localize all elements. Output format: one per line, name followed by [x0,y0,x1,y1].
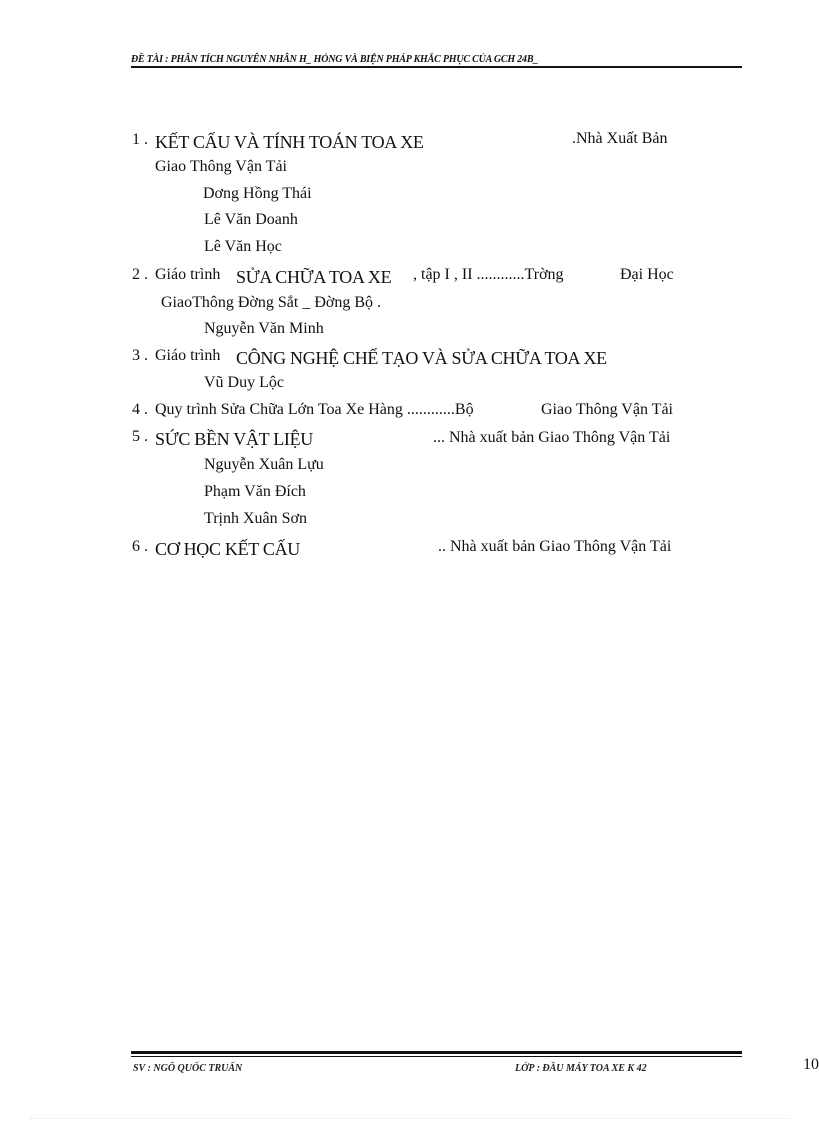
ref-2-publisher-cont: GiaoThông Đờng Sắt _ Đờng Bộ . [161,294,382,311]
ref-5-title: SỨC BỀN VẬT LIỆU [155,429,314,449]
page-number: 10 [803,1056,819,1073]
ref-1-author: Lê Văn Doanh [204,211,298,228]
ref-1-publisher-cont: Giao Thông Vận Tải [155,158,287,175]
ref-4-text: Quy trình Sửa Chữa Lớn Toa Xe Hàng ............Bộ [155,401,474,418]
ref-2-title: SỬA CHỮA TOA XE [236,267,392,287]
ref-4-publisher: Giao Thông Vận Tải [541,401,673,418]
ref-2-details: , tập I , II ............Trờng [413,266,564,283]
ref-3-number: 3 . [132,347,148,364]
ref-5-author: Phạm Văn Đích [204,483,306,500]
ref-4-number: 4 . [132,401,148,418]
ref-5-number: 5 . [132,428,148,445]
header-rule [131,66,742,68]
ref-5-author: Nguyễn Xuân Lựu [204,456,324,473]
ref-1-number: 1 . [132,131,148,148]
footer-class: LỚP : ĐẦU MÁY TOA XE K 42 [515,1063,647,1074]
ref-1-author: Lê Văn Học [204,238,282,255]
ref-1-title: KẾT CẤU VÀ TÍNH TOÁN TOA XE [155,132,424,152]
ref-2-number: 2 . [132,266,148,283]
ref-3-author: Vũ Duy Lộc [204,374,284,391]
footer-rule-thin [131,1056,742,1057]
ref-5-publisher: ... Nhà xuất bản Giao Thông Vận Tải [433,429,671,446]
bottom-divider [30,1118,790,1119]
footer-rule-thick [131,1051,742,1054]
ref-6-publisher: .. Nhà xuất bản Giao Thông Vận Tải [438,538,672,555]
ref-1-publisher: .Nhà Xuất Bản [572,130,668,147]
ref-3-prefix: Giáo trình [155,347,221,364]
ref-5-author: Trịnh Xuân Sơn [204,510,307,527]
ref-2-publisher: Đại Học [620,266,674,283]
footer-student: SV : NGÔ QUỐC TRUẤN [133,1063,243,1074]
ref-6-title: CƠ HỌC KẾT CẤU [155,539,300,559]
ref-3-title: CÔNG NGHỆ CHẾ TẠO VÀ SỬA CHỮA TOA XE [236,348,607,368]
header-title: ĐỀ TÀI : PHÂN TÍCH NGUYÊN NHÂN H_ HỎNG VÀ BIỆN PHÁP KHẮC PHỤC CỦA GCH 24B_ [131,54,539,65]
ref-6-number: 6 . [132,538,148,555]
ref-2-author: Nguyễn Văn Minh [204,320,324,337]
ref-2-prefix: Giáo trình [155,266,221,283]
ref-1-author: Dơng Hồng Thái [203,185,312,202]
